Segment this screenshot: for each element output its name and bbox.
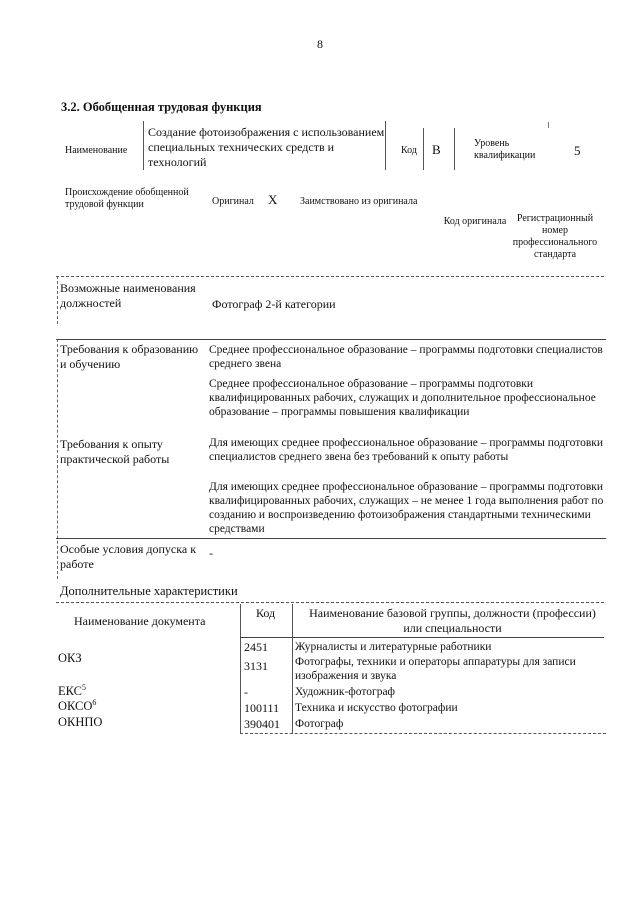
column-header-document: Наименование документа	[74, 614, 206, 628]
table-border-top	[56, 602, 604, 603]
additional-characteristics-title: Дополнительные характеристики	[60, 584, 238, 598]
document-name: ОКСО$^6$	[58, 698, 97, 714]
education-item: Среднее профессиональное образование – программы подготовки квалифицированных рабочих, служащих и дополнительное профессиональное образование – программы повышения квалификации	[209, 378, 596, 418]
table-divider	[56, 538, 606, 539]
row-code: 100111	[244, 701, 280, 715]
table-column-divider	[292, 604, 293, 734]
table-border-left	[57, 339, 58, 579]
document-name: ОКНПО	[58, 715, 103, 730]
original-checkmark: X	[268, 192, 278, 207]
position-names-value: Фотограф 2-й категории	[212, 297, 336, 311]
document-name: ОКЗ	[58, 651, 82, 666]
original-label: Оригинал	[212, 196, 254, 207]
code-label: Код	[401, 145, 417, 156]
row-code: -	[244, 685, 248, 699]
name-label: Наименование	[65, 145, 128, 156]
table-divider	[56, 339, 606, 340]
table-border-bottom	[240, 733, 606, 734]
section-title: 3.2. Обобщенная трудовая функция	[61, 100, 262, 114]
education-item: Среднее профессиональное образование – программы подготовки специалистов среднего звена	[209, 344, 603, 370]
code-field: B	[423, 128, 455, 170]
function-name-field: Создание фотоизображения с использованием специальных технических средств и технологий	[143, 121, 386, 170]
column-header-base-group: Наименование базовой группы, должности (профессии) или специальности	[309, 606, 596, 635]
row-code: 390401	[244, 717, 280, 731]
row-name: Техника и искусство фотографии	[295, 702, 458, 714]
table-divider	[240, 637, 604, 638]
row-name: Фотограф	[295, 718, 344, 730]
code-original-label: Код оригинала	[443, 216, 507, 227]
row-code: 3131	[244, 659, 268, 673]
document-name: ЕКС$^5$	[58, 683, 86, 699]
page-number: 8	[317, 37, 323, 51]
table-border-left	[57, 276, 58, 324]
qualification-level-value: 5	[574, 143, 581, 158]
education-label: Требования к образованию и обучению	[60, 342, 199, 371]
experience-item: Для имеющих среднее профессиональное образование – программы подготовки специалистов среднего звена без требований к опыту работы	[209, 437, 603, 463]
row-name: Фотографы, техники и операторы аппаратуры для записи изображения и звука	[295, 656, 576, 682]
special-conditions-value: -	[209, 546, 213, 560]
borrowed-label: Заимствовано из оригинала	[300, 196, 418, 207]
column-header-code: Код	[256, 606, 276, 620]
qualification-level-label: Уровень квалификации	[474, 138, 536, 161]
origin-label: Происхождение обобщенной трудовой функции	[65, 187, 189, 210]
experience-label: Требования к опыту практической работы	[60, 437, 170, 466]
row-name: Журналисты и литературные работники	[295, 641, 492, 653]
table-column-divider	[240, 604, 241, 734]
row-name: Художник-фотограф	[295, 686, 396, 698]
registration-number-label: Регистрационный номер профессионального стандарта	[512, 213, 598, 260]
table-border-top	[56, 276, 604, 277]
special-conditions-label: Особые условия допуска к работе	[60, 542, 197, 571]
corner-tick	[548, 122, 553, 128]
row-code: 2451	[244, 640, 268, 654]
position-names-label: Возможные наименования должностей	[60, 281, 196, 310]
experience-item: Для имеющих среднее профессиональное образование – программы подготовки квалифицированных рабочих, служащих – не менее 1 года выполнения работ по созданию и воспроизведению фотоизображения стандартными техническими средствами	[209, 481, 604, 535]
